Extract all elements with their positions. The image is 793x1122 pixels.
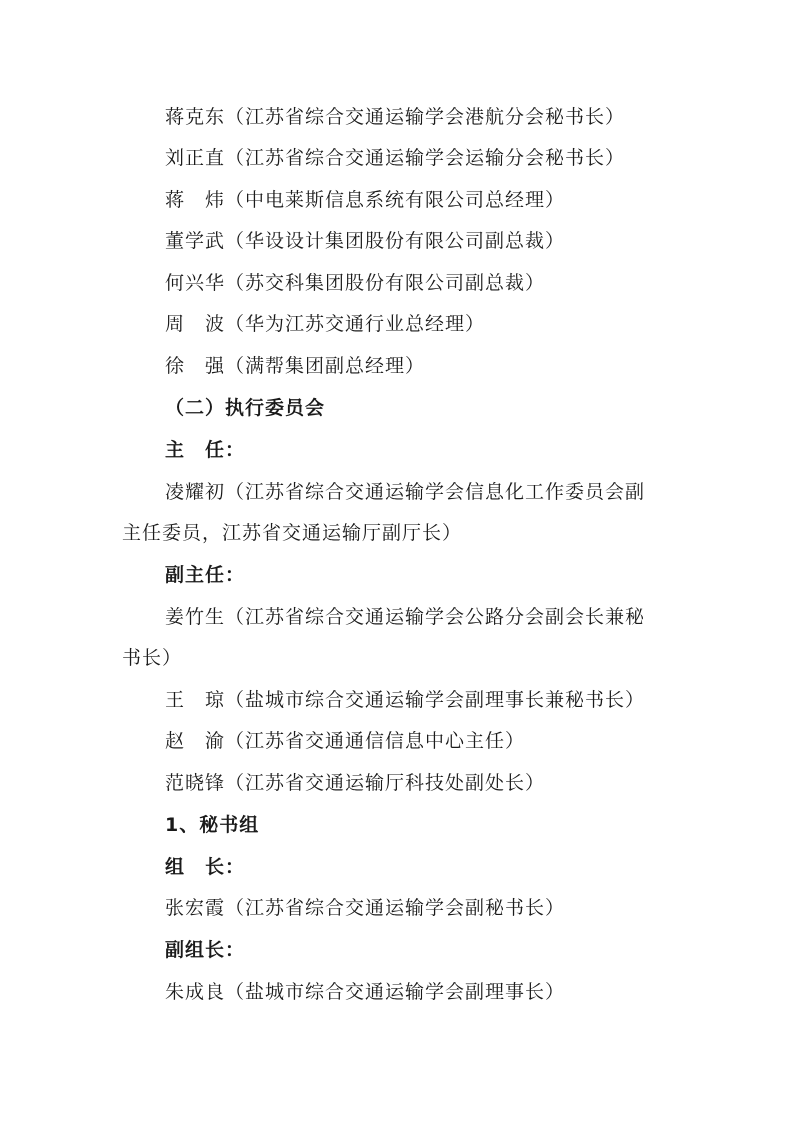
member-line-continuation: 主任委员，江苏省交通运输厅副厅长） [122,522,463,544]
member-line: 董学武（华设设计集团股份有限公司副总裁） [165,230,566,252]
role-heading: 主 任： [165,439,246,461]
member-line: 何兴华（苏交科集团股份有限公司副总裁） [165,272,546,294]
section-heading: （二）执行委员会 [165,397,326,419]
member-line: 徐 强（满帮集团副总经理） [165,355,426,377]
member-line: 姜竹生（江苏省综合交通运输学会公路分会副会长兼秘 [165,606,646,628]
member-line: 张宏霞（江苏省综合交通运输学会副秘书长） [165,897,566,919]
member-line: 王 琼（盐城市综合交通运输学会副理事长兼秘书长） [165,689,646,711]
member-line: 刘正直（江苏省综合交通运输学会运输分会秘书长） [165,147,626,169]
role-heading: 副主任： [165,564,246,586]
member-line: 赵 渝（江苏省交通通信信息中心主任） [165,730,526,752]
role-heading: 副组长： [165,939,246,961]
role-heading: 组 长： [165,856,246,878]
member-line: 周 波（华为江苏交通行业总经理） [165,313,486,335]
member-line: 蒋克东（江苏省综合交通运输学会港航分会秘书长） [165,106,626,128]
member-line: 范晓锋（江苏省交通运输厅科技处副处长） [165,772,546,794]
group-heading: 1、秘书组 [165,814,260,836]
member-line-continuation: 书长） [122,647,183,669]
member-line: 蒋 炜（中电莱斯信息系统有限公司总经理） [165,189,566,211]
member-line: 朱成良（盐城市综合交通运输学会副理事长） [165,981,566,1003]
member-line: 凌耀初（江苏省综合交通运输学会信息化工作委员会副 [165,481,646,503]
